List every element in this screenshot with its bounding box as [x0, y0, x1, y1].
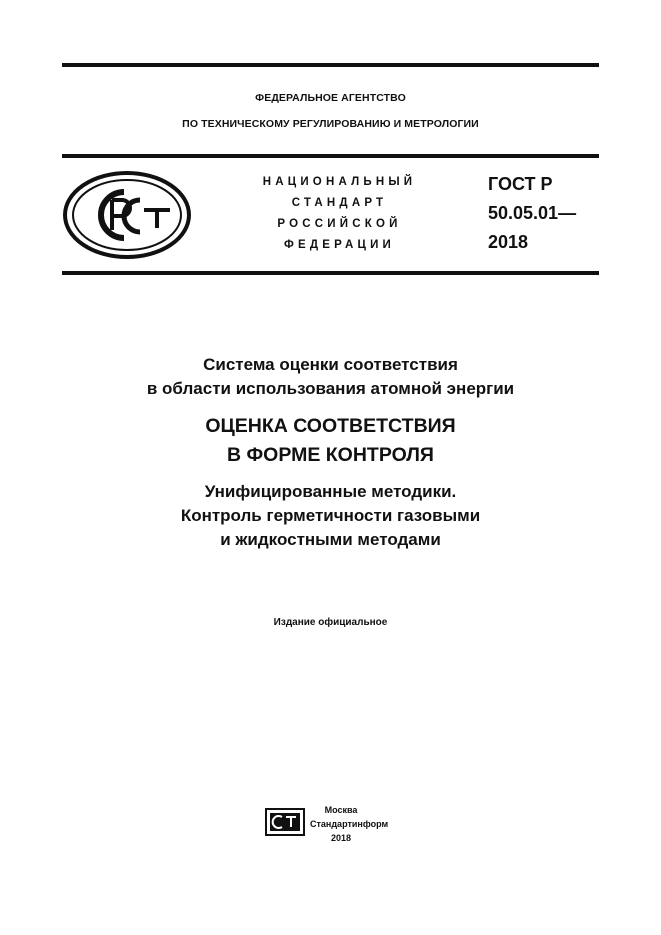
publisher-year: 2018: [330, 833, 352, 843]
national-line: РОССИЙСКОЙ: [277, 218, 402, 230]
national-line: СТАНДАРТ: [291, 197, 388, 209]
system-title: [62, 353, 599, 401]
rst-certification-mark-icon: [62, 170, 192, 260]
agency-line-2: ПО ТЕХНИЧЕСКОМУ РЕГУЛИРОВАНИЮ И МЕТРОЛОГИИ: [182, 118, 479, 130]
sub-title: [62, 480, 599, 552]
publisher-city: Москва: [324, 805, 358, 815]
main-title: [62, 412, 599, 470]
publisher-info: [310, 803, 389, 845]
main-title-line: ОЦЕНКА СООТВЕТСТВИЯ: [205, 415, 456, 437]
national-standard-label: [232, 172, 447, 256]
publisher-name: Стандартинформ: [310, 819, 389, 829]
system-title-line: в области использования атомной энергии: [146, 379, 515, 398]
gost-line: 50.05.01—: [488, 203, 577, 223]
edition-label: Издание официальное: [273, 617, 388, 628]
gost-line: 2018: [488, 232, 529, 252]
national-line: НАЦИОНАЛЬНЫЙ: [262, 176, 417, 188]
gost-line: ГОСТ Р: [488, 174, 553, 194]
standartinform-logo-icon: [265, 808, 305, 836]
sub-title-line: Контроль герметичности газовыми: [180, 506, 481, 525]
sub-title-line: и жидкостными методами: [220, 530, 441, 549]
mid-rule-top: [62, 154, 599, 158]
gost-number: [488, 170, 576, 257]
national-line: ФЕДЕРАЦИИ: [283, 239, 396, 251]
top-rule: [62, 63, 599, 67]
mid-rule-bottom: [62, 271, 599, 275]
agency-line-1: ФЕДЕРАЛЬНОЕ АГЕНТСТВО: [255, 92, 406, 104]
sub-title-line: Унифицированные методики.: [204, 482, 457, 501]
main-title-line: В ФОРМЕ КОНТРОЛЯ: [227, 444, 434, 466]
system-title-line: Система оценки соответствия: [203, 355, 458, 374]
